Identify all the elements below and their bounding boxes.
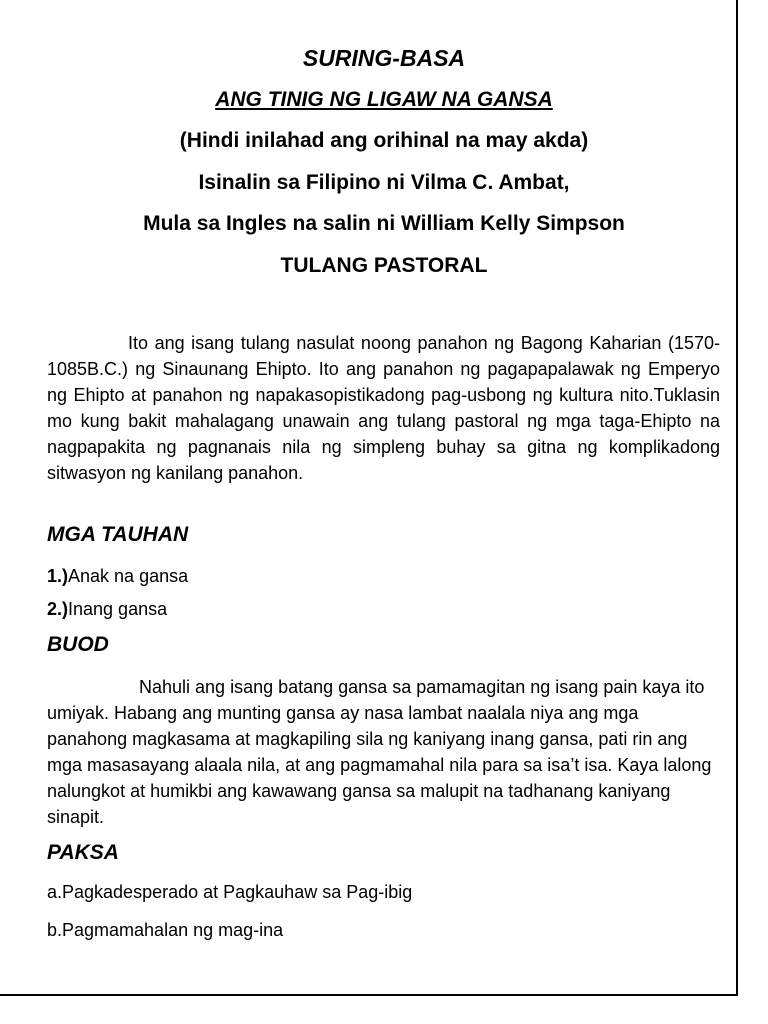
tauhan-heading: MGA TAUHAN <box>47 523 189 546</box>
buod-heading: BUOD <box>47 633 109 656</box>
buod-paragraph: Nahuli ang isang batang gansa sa pamamagitan ng isang pain kaya ito umiyak. Habang ang munting gansa ay nasa lambat naalala niya ang mga panahong magkasama at magkapiling sila ng kaniyang inang gansa, pati rin ang mga masasayang alaala nila, at ang pagmamahal nila para sa isa’t isa. Kaya lalong nalungkot at humikbi ang kawawang gansa sa malupit na tadhanang kaniyang sinapit. <box>47 677 712 827</box>
intro-paragraph: Ito ang isang tulang nasulat noong panahon ng Bagong Kaharian (1570-1085B.C.) ng Sinaunang Ehipto. Ito ang panahon ng pagapapalawak ng Emperyo ng Ehipto at panahon ng napakasopistikadong pag-usbong ng kultura nito.Tuklasin mo kung bakit mahalagang unawain ang tulang pastoral ng mga taga-Ehipto na nagpapakita ng pagnanais nila ng simpleng buhay sa gitna ng komplikadong sitwasyon ng kanilang panahon. <box>47 333 720 483</box>
genre-line: TULANG PASTORAL <box>280 254 488 277</box>
paksa-heading: PAKSA <box>47 841 119 864</box>
tauhan-item-2-number: 2.) <box>47 599 69 619</box>
tauhan-item-1 <box>47 564 188 588</box>
paksa-item-b: b.Pagmamahalan ng mag-ina <box>47 920 284 940</box>
author-note: (Hindi inilahad ang orihinal na may akda) <box>179 129 589 152</box>
paksa-item-a: a.Pagkadesperado at Pagkauhaw sa Pag-ibig <box>47 882 413 902</box>
tauhan-item-2 <box>47 597 167 621</box>
document-title: SURING-BASA <box>302 45 466 71</box>
poem-title: ANG TINIG NG LIGAW NA GANSA <box>215 88 553 111</box>
tauhan-item-1-text: Anak na gansa <box>68 566 189 586</box>
tauhan-item-2-text: Inang gansa <box>68 599 168 619</box>
translator-line: Isinalin sa Filipino ni Vilma C. Ambat, <box>198 171 570 194</box>
page-border-bottom <box>0 994 738 996</box>
source-line: Mula sa Ingles na salin ni William Kelly Simpson <box>143 212 625 235</box>
tauhan-item-1-number: 1.) <box>47 566 69 586</box>
